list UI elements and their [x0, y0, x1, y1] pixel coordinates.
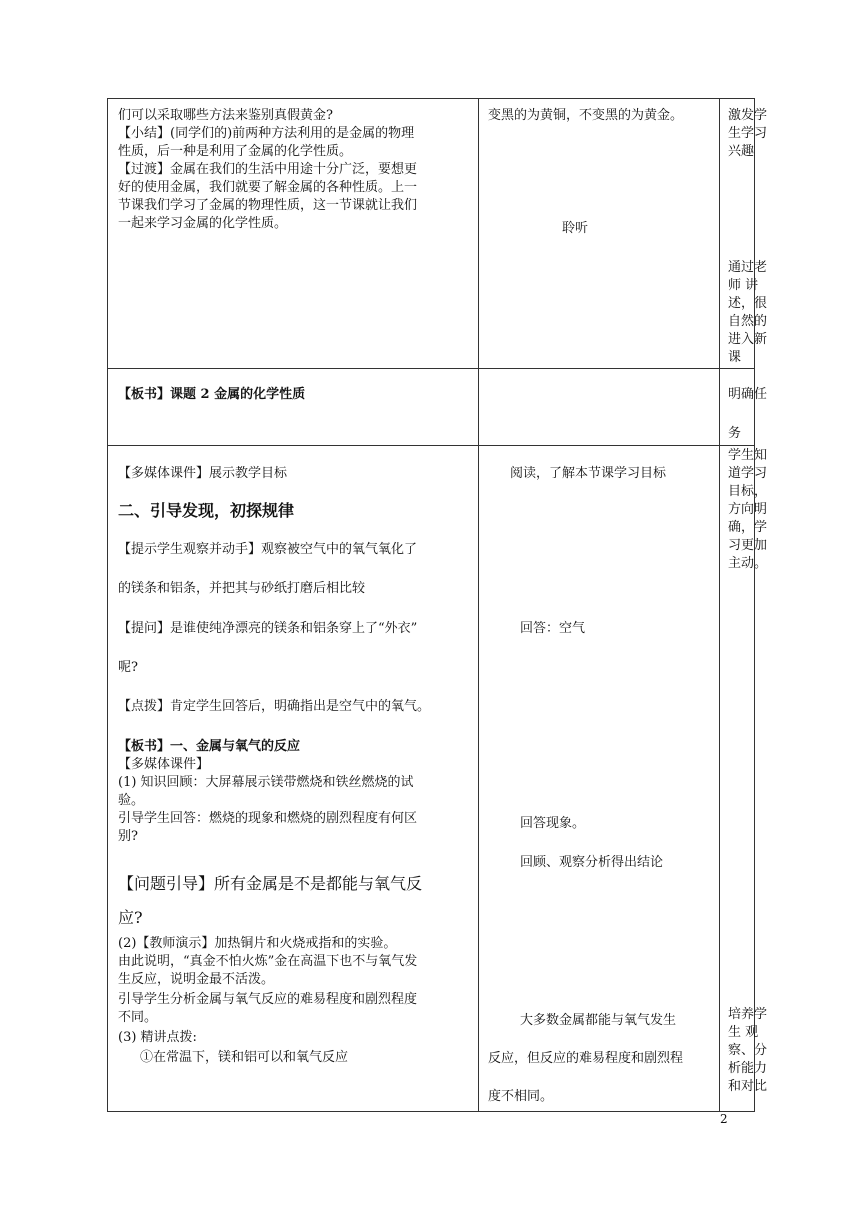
- teacher-activity-line: 【提问】是谁使纯净漂亮的镁条和铝条穿上了“外衣”: [118, 621, 418, 636]
- design-intent-line: 目标，: [728, 484, 768, 499]
- design-intent-line: 察、分: [728, 1043, 768, 1058]
- design-intent-line: 明确任: [728, 387, 768, 402]
- teacher-activity-line: 好的使用金属，我们就要了解金属的各种性质。上一: [118, 180, 418, 195]
- teacher-activity-line: 引导学生分析金属与氧气反应的难易程度和剧烈程度: [118, 992, 418, 1007]
- teacher-activity-line: ①在常温下，镁和铝可以和氧气反应: [140, 1050, 349, 1065]
- teacher-activity-line: 性质，后一种是利用了金属的化学性质。: [118, 144, 353, 159]
- design-intent-line: 习更加: [728, 538, 768, 553]
- design-intent-line: 道学习: [728, 466, 768, 481]
- page-number: 2: [720, 1112, 728, 1126]
- design-intent-line: 自然的: [728, 314, 768, 329]
- question-prompt: 【问题引导】所有金属是不是都能与氧气反: [118, 874, 423, 893]
- column-divider: [478, 99, 479, 1111]
- teacher-activity-line: 的镁条和铝条，并把其与砂纸打磨后相比较: [118, 581, 366, 596]
- design-intent-line: 和对比: [728, 1079, 768, 1094]
- column-divider: [719, 99, 720, 1111]
- design-intent-line: 述，很: [728, 296, 768, 311]
- design-intent-line: 激发学: [728, 108, 768, 123]
- board-heading: 【板书】一、金属与氧气的反应: [118, 739, 301, 754]
- student-activity-line: 度不相同。: [488, 1089, 554, 1104]
- design-intent-line: 方向明: [728, 502, 768, 517]
- design-intent-line: 师 讲: [728, 278, 759, 293]
- teacher-activity-line: (1) 知识回顾：大屏幕展示镁带燃烧和铁丝燃烧的试: [118, 775, 414, 790]
- student-activity-line: 变黑的为黄铜，不变黑的为黄金。: [488, 108, 684, 123]
- student-activity-line: 回答现象。: [520, 816, 586, 831]
- design-intent-line: 进入新: [728, 332, 768, 347]
- row-divider: [108, 445, 754, 446]
- teacher-activity-line: 们可以采取哪些方法来鉴别真假黄金?: [118, 108, 333, 123]
- teacher-activity-line: 生反应，说明金最不活泼。: [118, 972, 275, 987]
- row-divider: [108, 368, 754, 369]
- design-intent-line: 析能力: [728, 1061, 768, 1076]
- design-intent-line: 确，学: [728, 520, 768, 535]
- design-intent-line: 培养学: [728, 1007, 768, 1022]
- question-prompt: 应?: [118, 908, 143, 927]
- design-intent-line: 通过老: [728, 260, 768, 275]
- design-intent-line: 兴趣: [728, 144, 755, 159]
- section-heading: 二、引导发现，初探规律: [118, 501, 295, 520]
- teacher-activity-line: (3) 精讲点拨:: [118, 1030, 197, 1045]
- teacher-activity-line: 一起来学习金属的化学性质。: [118, 216, 288, 231]
- student-activity-line: 阅读，了解本节课学习目标: [510, 466, 667, 481]
- teacher-activity-line: 【点拨】肯定学生回答后，明确指出是空气中的氧气。: [118, 699, 431, 714]
- design-intent-line: 生 观: [728, 1025, 759, 1040]
- design-intent-line: 务: [728, 426, 742, 441]
- student-activity-line: 回答：空气: [520, 621, 586, 636]
- design-intent-line: 生学习: [728, 126, 768, 141]
- lesson-table: [107, 98, 768, 1112]
- teacher-activity-line: 节课我们学习了金属的物理性质，这一节课就让我们: [118, 198, 418, 213]
- teacher-activity-line: 呢?: [118, 660, 138, 675]
- student-activity-line: 聆听: [562, 221, 589, 236]
- teacher-activity-line: 【小结】(同学们的)前两种方法利用的是金属的物理: [118, 126, 415, 141]
- teacher-activity-line: 引导学生回答：燃烧的现象和燃烧的剧烈程度有何区: [118, 811, 418, 826]
- teacher-activity-line: 【提示学生观察并动手】观察被空气中的氧气氧化了: [118, 542, 418, 557]
- teacher-activity-line: 别?: [118, 829, 138, 844]
- teacher-activity-line: 验。: [118, 793, 145, 808]
- teacher-activity-line: 不同。: [118, 1010, 158, 1025]
- teacher-activity-line: 【多媒体课件】展示教学目标: [118, 466, 288, 481]
- student-activity-line: 反应，但反应的难易程度和剧烈程: [488, 1051, 684, 1066]
- design-intent-line: 学生知: [728, 448, 768, 463]
- board-heading: 【板书】课题 2 金属的化学性质: [118, 387, 306, 402]
- design-intent-line: 课: [728, 350, 742, 365]
- student-activity-line: 大多数金属都能与氧气发生: [520, 1013, 677, 1028]
- teacher-activity-line: 由此说明，“真金不怕火炼”金在高温下也不与氧气发: [118, 954, 418, 969]
- student-activity-line: 回顾、观察分析得出结论: [520, 855, 664, 870]
- teacher-activity-line: 【多媒体课件】: [118, 757, 210, 772]
- teacher-activity-line: (2)【教师演示】加热铜片和火烧戒指和的实验。: [118, 936, 397, 951]
- teacher-activity-line: 【过渡】金属在我们的生活中用途十分广泛，要想更: [118, 162, 418, 177]
- design-intent-line: 主动。: [728, 556, 768, 571]
